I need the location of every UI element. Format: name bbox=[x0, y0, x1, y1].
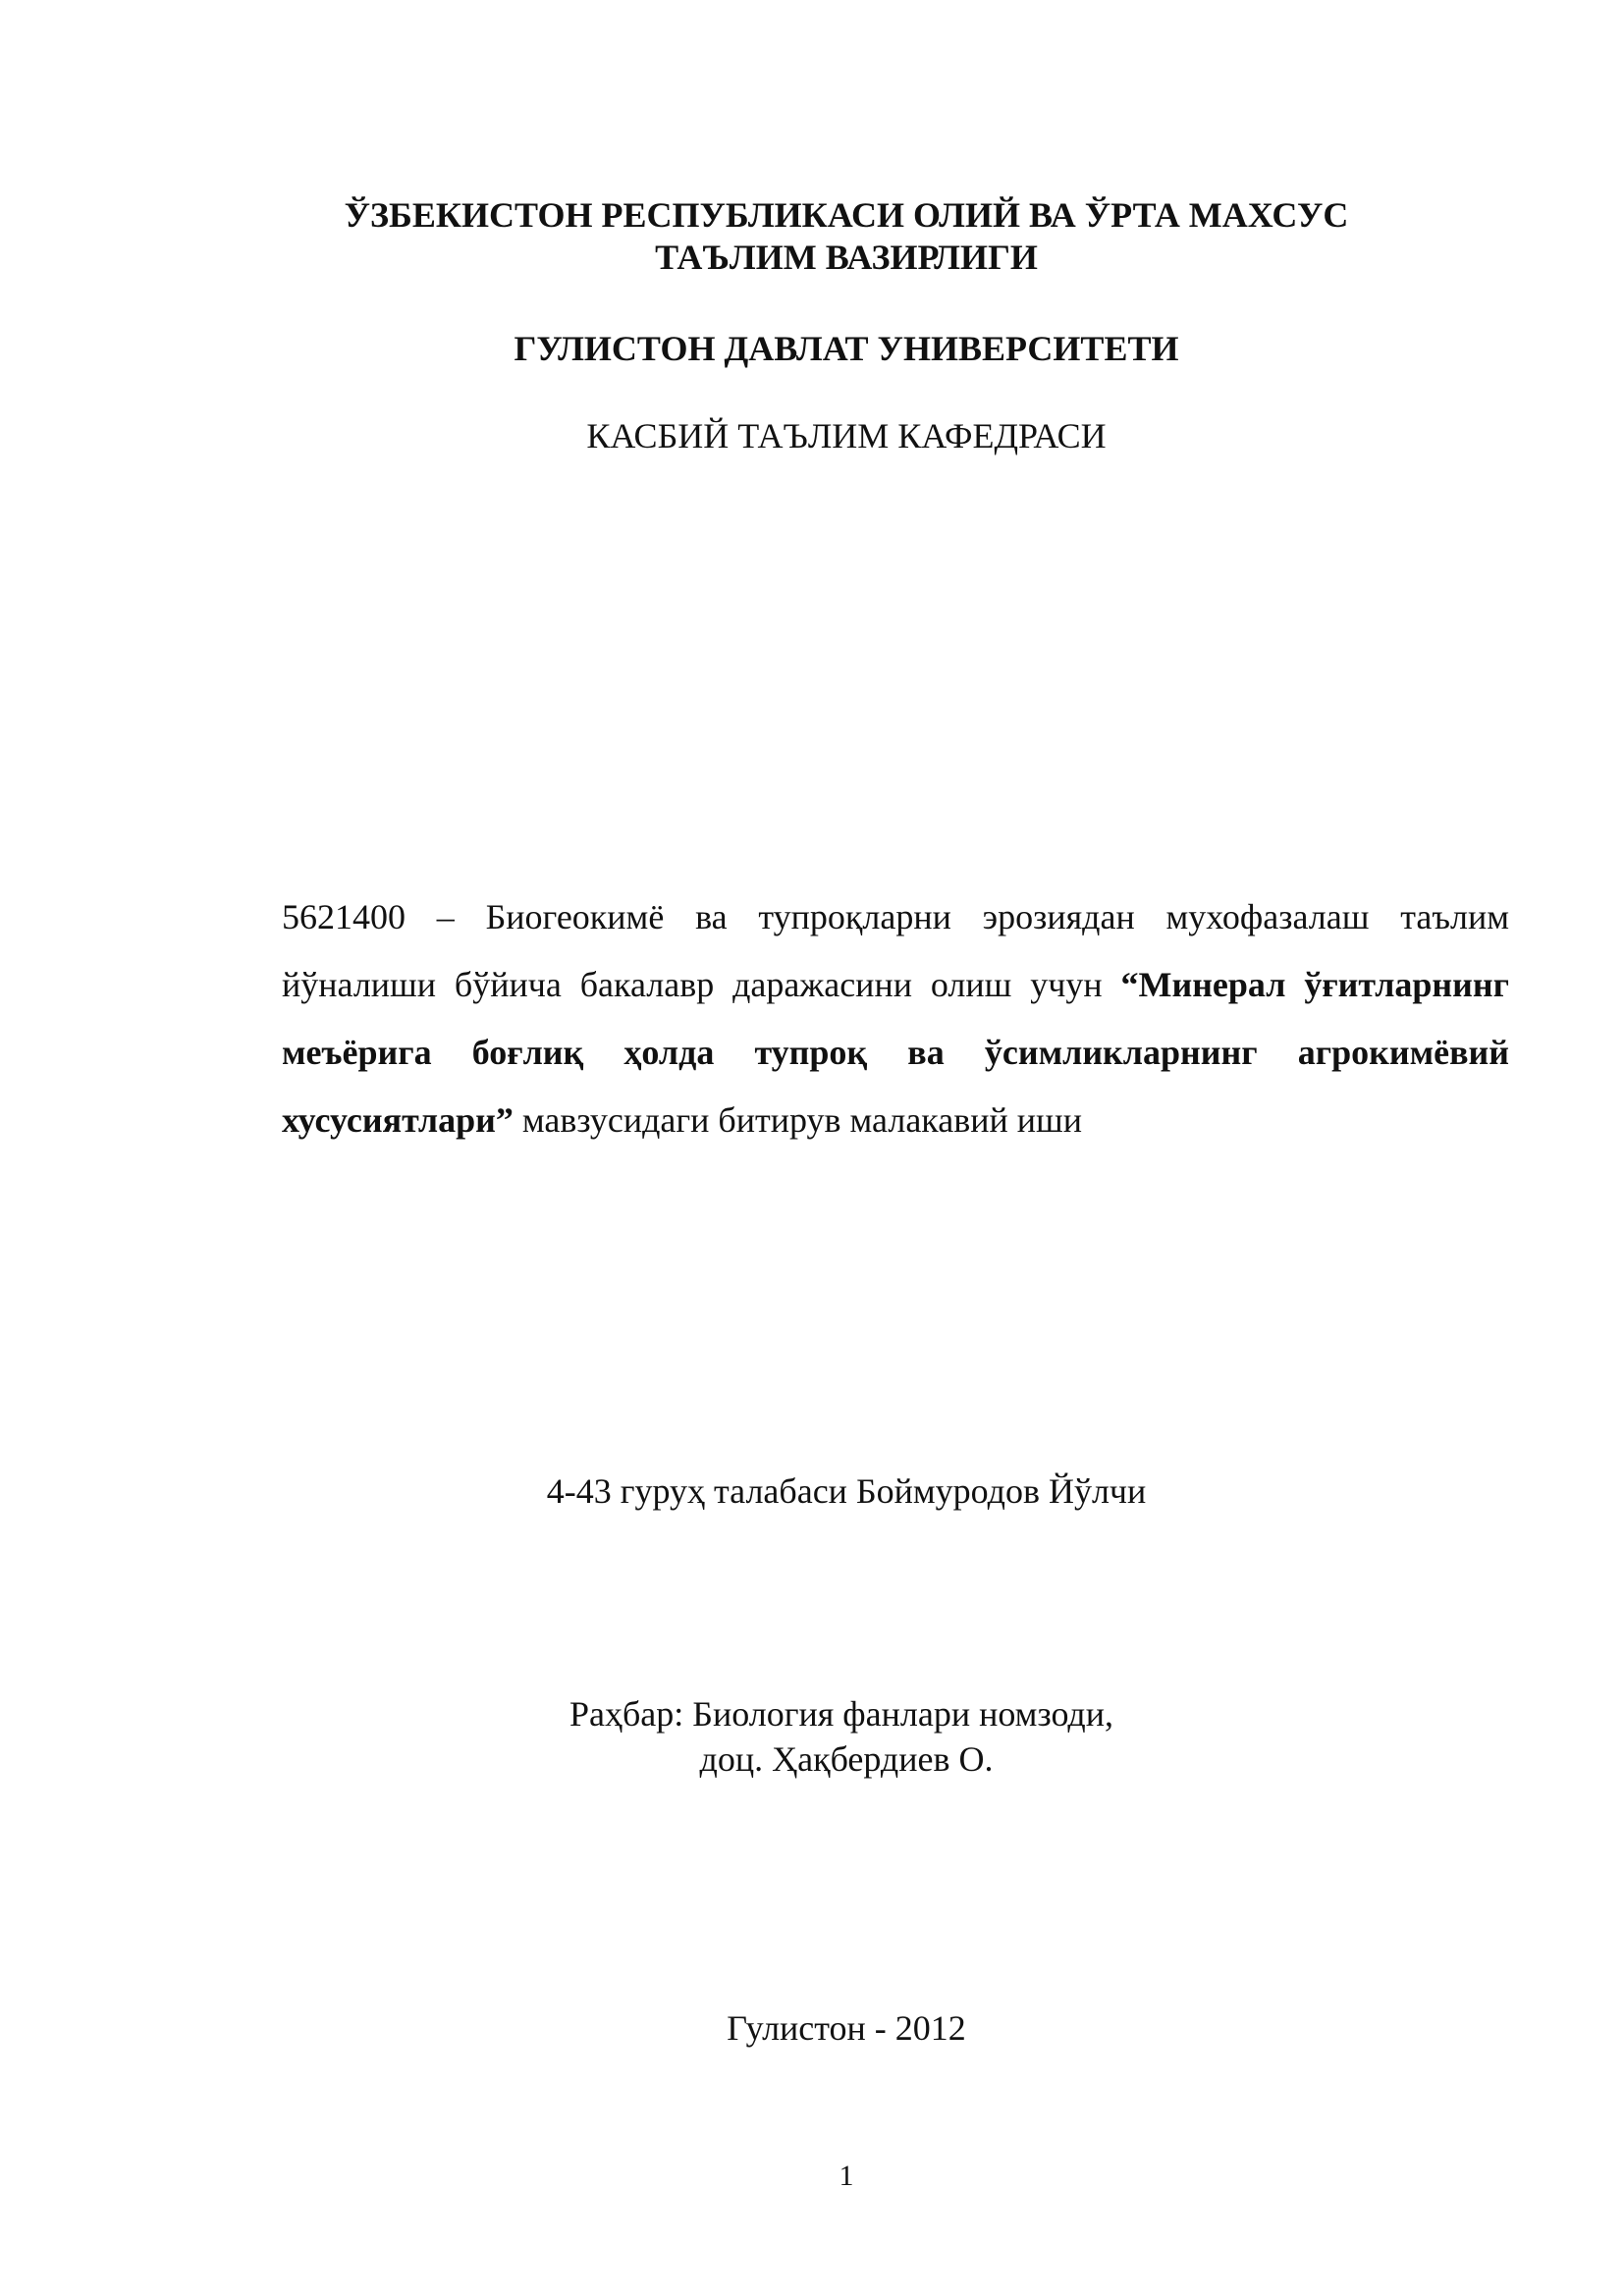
university-name: ГУЛИСТОН ДАВЛАТ УНИВЕРСИТЕТИ bbox=[514, 329, 1179, 368]
description-intro: 5621400 – Биогеокимё ва тупроқларни эрозиядан мухофазалаш таълим йўналиши бўйича бакалавр даражасини олиш учун bbox=[282, 897, 1509, 1004]
page-number: 1 bbox=[839, 2160, 854, 2192]
supervisor-line-2: доц. Ҳақбердиев О. bbox=[699, 1739, 994, 1779]
ministry-title-line-2: ТАЪЛИМ ВАЗИРЛИГИ bbox=[655, 238, 1038, 277]
description-outro: мавзусидаги битирув малакавий иши bbox=[513, 1100, 1083, 1140]
student-info: 4-43 гуруҳ талабаси Боймуродов Йўлчи bbox=[546, 1471, 1147, 1511]
thesis-title: “Минерал ўғитларнинг меъёрига боғлиқ ҳолда тупроқ ва ўсимликларнинг агрокимёвий хусусиятлари” bbox=[282, 965, 1509, 1140]
city-year: Гулистон - 2012 bbox=[727, 2008, 966, 2048]
thesis-description bbox=[282, 883, 1509, 1154]
department-name: КАСБИЙ ТАЪЛИМ КАФЕДРАСИ bbox=[586, 416, 1107, 455]
supervisor-line-1: Раҳбар: Биология фанлари номзоди, bbox=[568, 1694, 1113, 1734]
ministry-title-line-1: ЎЗБЕКИСТОН РЕСПУБЛИКАСИ ОЛИЙ ВА ЎРТА МАХСУС bbox=[344, 195, 1349, 235]
